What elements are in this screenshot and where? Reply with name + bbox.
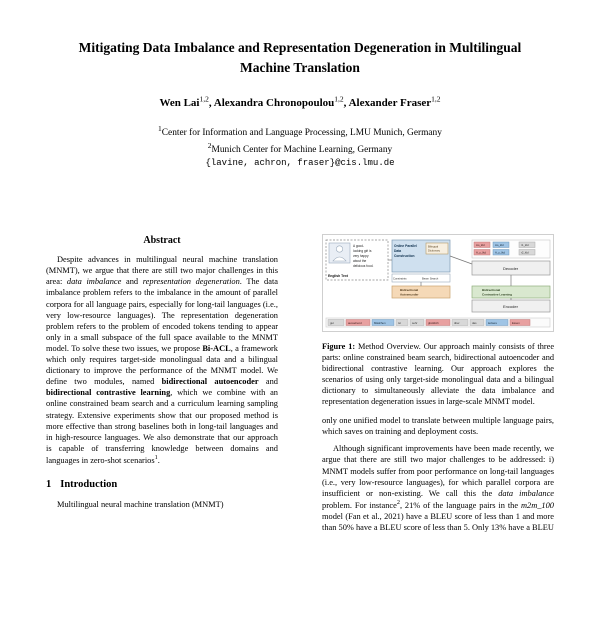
- svg-text:r2_kld: r2_kld: [521, 250, 529, 255]
- footnote-mark-2: 2: [396, 498, 400, 506]
- svg-text:A good-: A good-: [353, 244, 364, 248]
- abstract-paragraph: Despite advances in multilingual neural machine translation (MNMT), we argue that there are still two major challenges in this area: data imbalance and representation degeneration. The data imbalance problem refers to the imbalance in the amount of parallel corpora for all language pairs, especially for long-tail languages (i.e., very low-resource languages). The representation degeneration problem refers to the problem of encoded tokens tending to appear only in a small subspace of the full space available to the MNMT model. To solve these two issues, we propose Bi-ACL, a framework which only requires target-side monolingual data and a bilingual dictionary to improve the performance of the MNMT model. We define two modules, named bidirectional autoencoder and bidirectional contrastive learning, which we combine with an online constrained beam search and a curriculum learning sampling strategy. Extensive experiments show that our proposed method is more effective than strong baselines both in long-tail languages and in high-resource languages. We also demonstrate that our approach is capable of transferring knowledge between domains and languages in zero-shot scenarios$^1$.: [46, 255, 278, 465]
- svg-text:Bidirectional: Bidirectional: [482, 288, 501, 292]
- author-names: Wen Lai$^{1,2}$, Alexandra Chronopoulou$^{1,2}$, Alexander Fraser$^{1,2}$: [159, 94, 441, 109]
- svg-text:das: das: [472, 321, 477, 325]
- svg-text:Beam Search: Beam Search: [422, 277, 439, 281]
- svg-text:A_y_lkd: A_y_lkd: [495, 250, 505, 255]
- section-title: Introduction: [60, 478, 118, 490]
- svg-text:ist: ist: [398, 321, 401, 325]
- svg-text:about the: about the: [353, 259, 367, 263]
- online-constrained-beam-search-block: [392, 240, 450, 282]
- figure-caption-text: Method Overview. Our approach mainly consists of three parts: online constrained beam search, bidirectional autoencoder and bidirectional contrastive learning. Our approach explores the scenarios of using only target-side monolingual data and a bilingual dictionary to simultaneously alleviate the data imbalance and representation degeneration issues in large-scale MNMT model.: [322, 342, 554, 407]
- legend: [472, 240, 550, 258]
- right-paragraph-1: only one unified model to translate between multiple language pairs, which saves on training and deployment costs.: [322, 416, 554, 437]
- figure-diagram: [322, 234, 554, 332]
- svg-text:Ao_kld: Ao_kld: [476, 243, 485, 247]
- svg-text:delicious food.: delicious food.: [353, 264, 374, 268]
- svg-text:glücklich: glücklich: [428, 321, 439, 325]
- svg-text:Constraints: Constraints: [393, 277, 407, 281]
- svg-text:very happy: very happy: [353, 254, 369, 258]
- section-heading-introduction: [46, 478, 278, 492]
- svg-text:leckere: leckere: [488, 321, 498, 325]
- affiliation-mark-2: 2: [207, 141, 212, 151]
- right-paragraph-2: Although significant improvements have been made recently, we argue that there are still two major challenges to be addressed: i) MNMT models suffer from poor performance on long-tail languages (i.e., very low-resource languages), for which parallel corpora are insufficient or non-existing. We call this the data imbalance problem. For instance$^2$, 21% of the language pairs in the m2m_100 model (Fan et al., 2021) have a BLEU score of less than 1 and more than 50% have a BLEU score of less than 5. Only 13% have a BLEU: [322, 444, 555, 532]
- contact-email: {lavine, achron, fraser}@cis.lmu.de: [205, 158, 395, 169]
- svg-text:r1_kld: r1_kld: [521, 243, 529, 247]
- encoder-block: [472, 300, 550, 312]
- affiliation-mark-1: 1: [158, 123, 162, 133]
- figure-method-overview: [322, 234, 554, 332]
- svg-text:Encoder: Encoder: [503, 304, 518, 309]
- author-list: [40, 94, 560, 109]
- svg-text:Autoencoder: Autoencoder: [400, 292, 419, 297]
- affiliation-2: $^2$Munich Center for Machine Learning, Germany: [207, 141, 393, 156]
- body-columns: [0, 234, 600, 638]
- svg-text:sehr: sehr: [412, 321, 418, 325]
- token-row: [326, 318, 550, 327]
- affiliation-1: $^1$Center for Information and Language Processing, LMU Munich, Germany: [158, 123, 442, 138]
- right-column: [322, 234, 554, 539]
- affiliations: [40, 123, 560, 171]
- svg-text:Mädchen: Mädchen: [374, 321, 386, 325]
- svg-text:Decoder: Decoder: [503, 266, 519, 271]
- abstract-text: Despite advances in multilingual neural machine translation (MNMT), we argue that there are still two major challenges in this area: data imbalance and representation degeneration. The data imbalance problem refers to the imbalance in the amount of parallel corpora for all language pairs, especially for long-tail languages (i.e., very low-resource languages). The representation degeneration problem refers to the problem of encoded tokens tending to appear only in a small subspace of the full space available to the MNMT model. To solve these two issues, we propose Bi-ACL, a framework which only requires target-side monolingual data and a bilingual dictionary to improve the performance of the MNMT model. We define two modules, named bidirectional autoencoder and bidirectional contrastive learning, which we combine with an online constrained beam search and a curriculum learning sampling strategy. Extensive experiments show that our proposed method is more effective than strong baselines both in long-tail languages and in high-resource languages. We also demonstrate that our approach is capable of transferring knowledge between domains and languages in zero-shot scenarios: [46, 255, 278, 465]
- svg-text:Ao_kld: Ao_kld: [495, 243, 504, 247]
- svg-text:gut: gut: [330, 321, 334, 325]
- svg-text:A_y_lkd: A_y_lkd: [476, 250, 486, 255]
- svg-text:Online Parallel: Online Parallel: [394, 244, 417, 248]
- svg-text:Data: Data: [394, 249, 402, 253]
- svg-text:Bidirectional: Bidirectional: [400, 288, 419, 292]
- paper-page: [0, 38, 600, 638]
- abstract-footnote-mark: 1: [154, 453, 158, 461]
- figure-caption: [322, 341, 554, 407]
- svg-text:English Text: English Text: [328, 274, 348, 278]
- svg-text:über: über: [454, 321, 460, 325]
- svg-text:Bilingual: Bilingual: [428, 245, 439, 249]
- svg-text:Dictionary: Dictionary: [428, 249, 440, 253]
- abstract-heading: Abstract: [143, 235, 181, 246]
- svg-text:Construction: Construction: [394, 254, 415, 258]
- english-text-panel: [326, 240, 388, 280]
- figure-label: Figure 1:: [322, 342, 356, 351]
- decoder-block: [472, 261, 550, 275]
- svg-text:looking girl is: looking girl is: [353, 249, 372, 253]
- left-column: [46, 234, 278, 516]
- svg-text:Essen: Essen: [512, 321, 520, 325]
- svg-text:aussehend: aussehend: [348, 321, 362, 325]
- section-number: 1: [46, 478, 52, 490]
- svg-text:Contrastive Learning: Contrastive Learning: [482, 292, 513, 297]
- intro-paragraph: Multilingual neural machine translation (MNMT): [57, 499, 224, 509]
- page-title: Mitigating Data Imbalance and Representation Degeneration in Multilingual Machine Translation: [78, 40, 522, 75]
